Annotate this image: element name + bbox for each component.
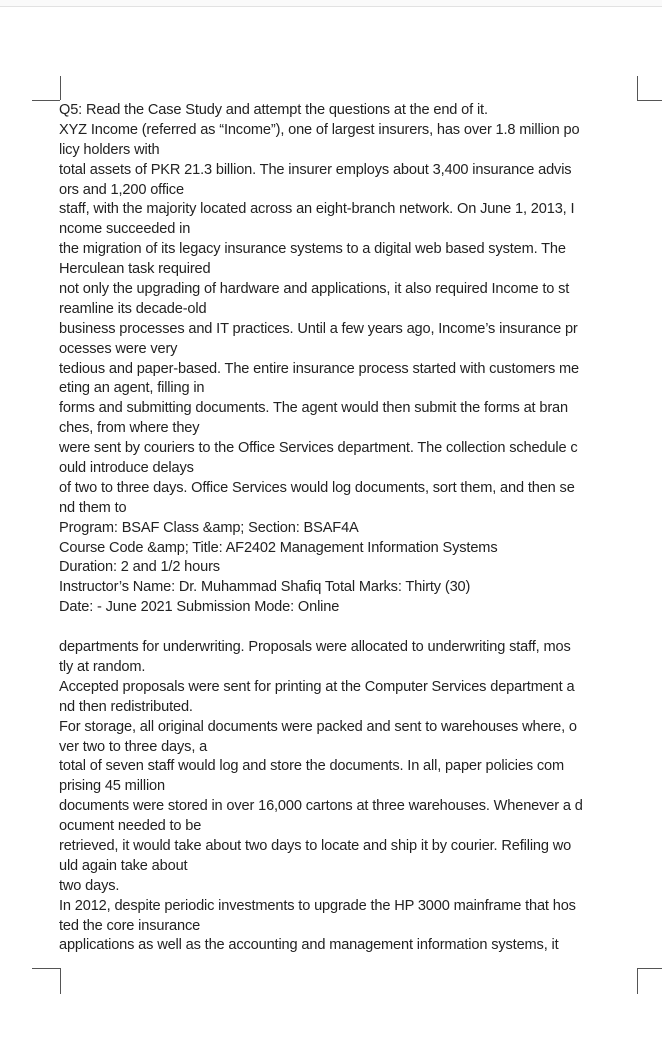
text-line: business processes and IT practices. Until a few years ago, Income’s insurance pr xyxy=(59,320,578,337)
document-body xyxy=(59,101,642,956)
text-line: nd them to xyxy=(59,499,127,516)
program-line: Program: BSAF Class &amp; Section: BSAF4A xyxy=(59,519,359,536)
text-line: forms and submitting documents. The agent would then submit the forms at bran xyxy=(59,400,568,417)
paragraph-gap xyxy=(59,618,642,638)
text-line: tedious and paper-based. The entire insurance process started with customers me xyxy=(59,360,580,377)
text-line: total of seven staff would log and store the documents. In all, paper policies com xyxy=(59,758,564,775)
text-line: Q5: Read the Case Study and attempt the questions at the end of it. xyxy=(59,102,488,118)
course-line: Course Code &amp; Title: AF2402 Management Information Systems xyxy=(59,539,498,556)
text-line: ould introduce delays xyxy=(59,460,194,477)
text-line: nd then redistributed. xyxy=(59,698,193,715)
text-line: applications as well as the accounting and management information systems, it xyxy=(59,937,559,954)
text-line: not only the upgrading of hardware and applications, it also required Income to st xyxy=(59,281,570,298)
text-line: eting an agent, filling in xyxy=(59,380,205,397)
text-line: staff, with the majority located across an eight-branch network. On June 1, 2013, I xyxy=(59,201,575,218)
case-study-block-1 xyxy=(59,101,642,618)
text-line: Accepted proposals were sent for printing at the Computer Services department a xyxy=(59,678,575,695)
text-line: documents were stored in over 16,000 cartons at three warehouses. Whenever a d xyxy=(59,798,583,815)
text-line: licy holders with xyxy=(59,141,160,158)
text-line: uld again take about xyxy=(59,857,188,874)
text-line: ted the core insurance xyxy=(59,917,201,934)
text-line: ocesses were very xyxy=(59,340,178,357)
text-line: departments for underwriting. Proposals were allocated to underwriting staff, mos xyxy=(59,639,571,656)
text-line: the migration of its legacy insurance systems to a digital web based system. The xyxy=(59,241,566,258)
text-line: reamline its decade-old xyxy=(59,300,207,317)
text-line: ors and 1,200 office xyxy=(59,181,184,198)
text-line: XYZ Income (referred as “Income”), one of largest insurers, has over 1.8 million po xyxy=(59,121,580,138)
text-line: ches, from where they xyxy=(59,420,200,437)
text-line: retrieved, it would take about two days to locate and ship it by courier. Refiling wo xyxy=(59,837,572,854)
instructor-line: Instructor’s Name: Dr. Muhammad Shafiq Total Marks: Thirty (30) xyxy=(59,579,471,596)
text-line: ncome succeeded in xyxy=(59,221,191,238)
text-line: In 2012, despite periodic investments to upgrade the HP 3000 mainframe that hos xyxy=(59,897,576,914)
duration-line: Duration: 2 and 1/2 hours xyxy=(59,559,220,576)
text-line: prising 45 million xyxy=(59,778,165,795)
text-line: two days. xyxy=(59,877,120,894)
text-line: ver two to three days, a xyxy=(59,738,208,755)
text-line: of two to three days. Office Services would log documents, sort them, and then se xyxy=(59,479,575,496)
text-line: tly at random. xyxy=(59,658,146,675)
viewer-top-bar xyxy=(0,0,662,7)
text-line: Herculean task required xyxy=(59,261,211,278)
case-study-block-2 xyxy=(59,638,642,956)
date-line: Date: - June 2021 Submission Mode: Online xyxy=(59,599,340,616)
text-line: were sent by couriers to the Office Services department. The collection schedule c xyxy=(59,440,578,457)
text-line: total assets of PKR 21.3 billion. The insurer employs about 3,400 insurance advis xyxy=(59,161,572,178)
text-line: ocument needed to be xyxy=(59,818,202,835)
text-line: For storage, all original documents were packed and sent to warehouses where, o xyxy=(59,718,577,735)
